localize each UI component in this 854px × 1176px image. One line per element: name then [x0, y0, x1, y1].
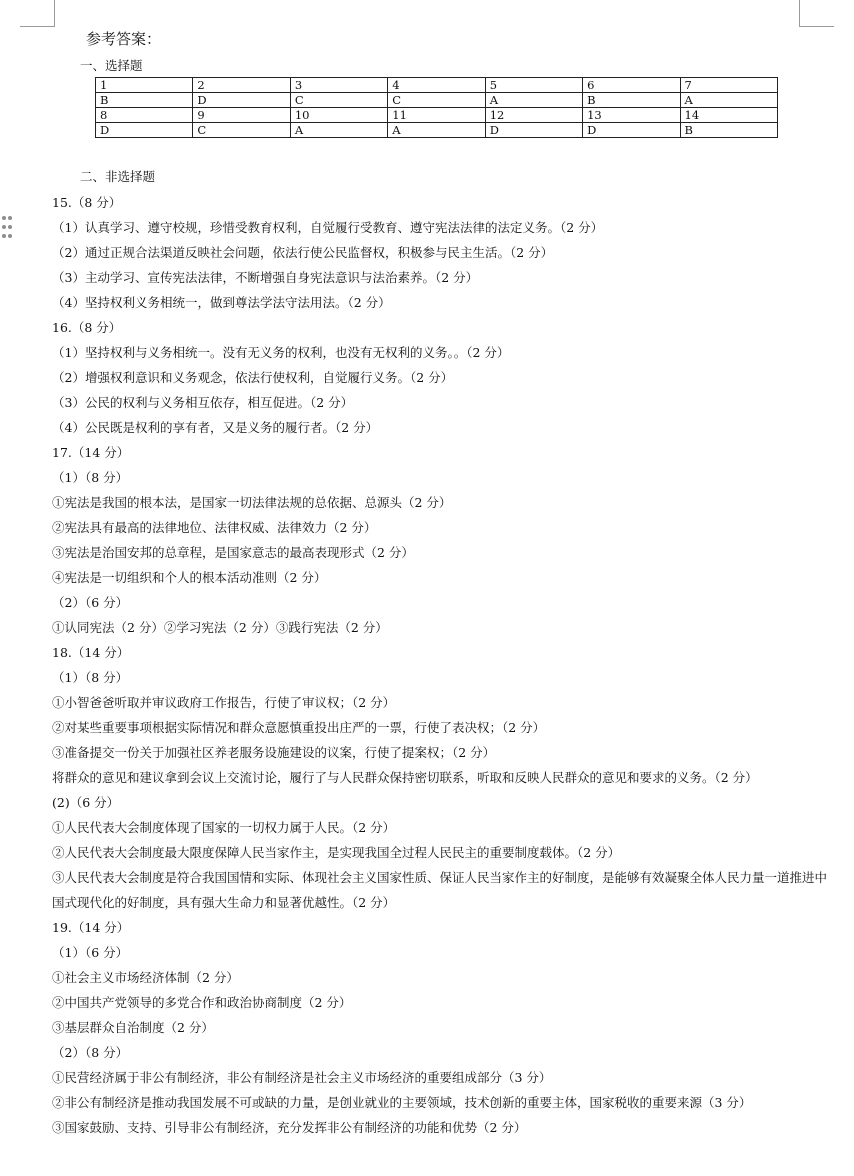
page-corner-top-right	[799, 0, 834, 27]
answer-line: ③宪法是治国安邦的总章程，是国家意志的最高表现形式（2 分）	[52, 545, 414, 560]
answer-line: ①人民代表大会制度体现了国家的一切权力属于人民。（2 分）	[52, 820, 396, 835]
table-cell: 11	[388, 108, 485, 123]
table-cell: D	[583, 123, 680, 138]
table-row	[96, 108, 778, 123]
answer-line: ①认同宪法（2 分）②学习宪法（2 分）③践行宪法（2 分）	[52, 620, 388, 635]
table-cell: A	[680, 93, 777, 108]
answer-line: （4）公民既是权利的享有者，又是义务的履行者。（2 分）	[52, 420, 379, 435]
page-title: 参考答案：	[86, 30, 162, 48]
answer-line: （4）坚持权利义务相统一，做到尊法学法守法用法。（2 分）	[52, 295, 391, 310]
table-cell: 2	[193, 78, 290, 93]
answer-line: ②中国共产党领导的多党合作和政治协商制度（2 分）	[52, 995, 352, 1010]
answer-line: ③准备提交一份关于加强社区养老服务设施建设的议案，行使了提案权；（2 分）	[52, 745, 496, 760]
table-cell: C	[290, 93, 387, 108]
answer-line: ①小智爸爸听取并审议政府工作报告，行使了审议权；（2 分）	[52, 695, 396, 710]
answer-line: 17.（14 分）	[52, 445, 130, 460]
table-cell: C	[193, 123, 290, 138]
answer-line: （3）公民的权利与义务相互依存，相互促进。（2 分）	[52, 395, 354, 410]
answer-line: (2)（6 分）	[52, 795, 120, 810]
table-cell: C	[388, 93, 485, 108]
answer-line: ②人民代表大会制度最大限度保障人民当家作主，是实现我国全过程人民民主的重要制度载体。（2 分）	[52, 845, 621, 860]
section-heading-choice: 一、选择题	[80, 58, 143, 73]
answer-line: （2）通过正规合法渠道反映社会问题，依法行使公民监督权，积极参与民主生活。（2 分）	[52, 245, 554, 260]
answer-line: （2）（8 分）	[52, 1045, 129, 1060]
table-cell: D	[193, 93, 290, 108]
answer-line: 15.（8 分）	[52, 195, 122, 210]
table-cell: A	[388, 123, 485, 138]
table-cell: D	[485, 123, 582, 138]
answer-line: （2）增强权利意识和义务观念，依法行使权利，自觉履行义务。（2 分）	[52, 370, 454, 385]
answer-line: （1）坚持权利与义务相统一。没有无义务的权利，也没有无权利的义务。。（2 分）	[52, 345, 510, 360]
answer-line: 将群众的意见和建议拿到会议上交流讨论，履行了与人民群众保持密切联系，听取和反映人民群众的意见和要求的义务。（2 分）	[52, 770, 758, 785]
page-corner-top-left	[20, 0, 55, 27]
table-cell: B	[583, 93, 680, 108]
answer-line: ①宪法是我国的根本法，是国家一切法律法规的总依据、总源头（2 分）	[52, 495, 452, 510]
table-cell: 14	[680, 108, 777, 123]
table-cell: 1	[96, 78, 193, 93]
table-cell: 9	[193, 108, 290, 123]
table-cell: 7	[680, 78, 777, 93]
answer-line: （2）（6 分）	[52, 595, 129, 610]
table-cell: B	[680, 123, 777, 138]
table-cell: 6	[583, 78, 680, 93]
drag-handle-icon[interactable]	[0, 214, 14, 240]
answer-line: ①民营经济属于非公有制经济，非公有制经济是社会主义市场经济的重要组成部分（3 分）	[52, 1070, 552, 1085]
answer-line: 19.（14 分）	[52, 920, 130, 935]
table-cell: 13	[583, 108, 680, 123]
answer-line: ③人民代表大会制度是符合我国国情和实际、体现社会主义国家性质、保证人民当家作主的好制度，是能够有效凝聚全体人民力量一道推进中国式现代化的好制度，具有强大生命力和显著优越性。（2 分）	[52, 870, 828, 910]
table-row	[96, 123, 778, 138]
table-row	[96, 78, 778, 93]
table-cell: 5	[485, 78, 582, 93]
answer-line: ③基层群众自治制度（2 分）	[52, 1020, 214, 1035]
answer-line: ②对某些重要事项根据实际情况和群众意愿慎重投出庄严的一票，行使了表决权；（2 分）	[52, 720, 546, 735]
answer-lines	[52, 190, 832, 1140]
table-cell: 8	[96, 108, 193, 123]
answer-line: ②宪法具有最高的法律地位、法律权威、法律效力（2 分）	[52, 520, 377, 535]
table-row	[96, 93, 778, 108]
table-cell: B	[96, 93, 193, 108]
table-cell: A	[485, 93, 582, 108]
section-heading-nonchoice: 二、非选择题	[80, 169, 156, 184]
answer-line: ①社会主义市场经济体制（2 分）	[52, 970, 239, 985]
answer-line: （1）认真学习、遵守校规，珍惜受教育权利，自觉履行受教育、遵守宪法法律的法定义务。（2 分）	[52, 220, 604, 235]
answer-line: 18.（14 分）	[52, 645, 130, 660]
table-cell: 10	[290, 108, 387, 123]
table-cell: 3	[290, 78, 387, 93]
table-cell: 4	[388, 78, 485, 93]
answer-table	[95, 77, 778, 138]
answer-line: （1）（8 分）	[52, 670, 129, 685]
answer-line: 16.（8 分）	[52, 320, 122, 335]
table-cell: D	[96, 123, 193, 138]
answer-line: ③国家鼓励、支持、引导非公有制经济，充分发挥非公有制经济的功能和优势（2 分）	[52, 1120, 527, 1135]
table-cell: 12	[485, 108, 582, 123]
answer-line: ④宪法是一切组织和个人的根本活动准则（2 分）	[52, 570, 327, 585]
table-cell: A	[290, 123, 387, 138]
answer-line: （1）（8 分）	[52, 470, 129, 485]
answer-line: （3）主动学习、宣传宪法法律，不断增强自身宪法意识与法治素养。（2 分）	[52, 270, 479, 285]
answer-line: （1）（6 分）	[52, 945, 129, 960]
answer-line: ②非公有制经济是推动我国发展不可或缺的力量，是创业就业的主要领域，技术创新的重要主体，国家税收的重要来源（3 分）	[52, 1095, 752, 1110]
